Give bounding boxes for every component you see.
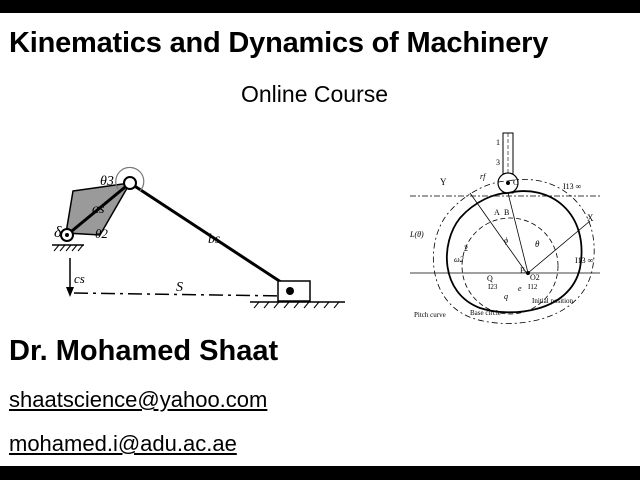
label-delta: δ xyxy=(54,224,62,241)
email-link-2[interactable]: mohamed.i@adu.ac.ae xyxy=(9,431,237,456)
crank-ground-hatch xyxy=(54,245,83,251)
cam-label-pitch-curve: Pitch curve xyxy=(414,311,446,319)
label-theta3: θ3 xyxy=(100,174,114,189)
slide-title: Kinematics and Dynamics of Machinery xyxy=(9,27,549,59)
cam-label-rf: rf xyxy=(480,172,486,181)
label-cs: cs xyxy=(74,271,85,286)
slider-joint xyxy=(286,287,294,295)
cam-label-I12: I12 xyxy=(528,283,538,291)
cam-label-E: E xyxy=(520,266,525,275)
cam-label-Y: Y xyxy=(440,177,447,187)
cam-label-initial-position: Initial position xyxy=(532,297,574,305)
label-as: as xyxy=(92,202,105,217)
email-link-1[interactable]: shaatscience@yahoo.com xyxy=(9,387,268,412)
cam-label-2: 2 xyxy=(464,244,468,253)
cam-y-axis xyxy=(470,193,528,275)
crank-pivot-center xyxy=(65,233,69,237)
label-S: S xyxy=(176,280,183,295)
cam-label-3: 3 xyxy=(496,158,500,167)
letterbox-top xyxy=(0,0,640,13)
linkage-diagram xyxy=(40,163,350,323)
cam-label-q: q xyxy=(504,292,508,301)
label-bs: bs xyxy=(208,232,221,247)
cam-label-I13-2: I13 ∞ xyxy=(575,256,594,265)
letterbox-bottom xyxy=(0,466,640,480)
cam-label-I13: I13 ∞ xyxy=(563,182,582,191)
cam-label-phi: ϕ xyxy=(504,236,509,245)
slider-ground-hatch xyxy=(254,302,339,308)
slide xyxy=(0,13,640,466)
cam-label-e: e xyxy=(518,284,522,293)
cam-label-omega2: ω2 xyxy=(454,255,464,264)
cam-label-I23: I23 xyxy=(488,283,498,291)
slide-subtitle: Online Course xyxy=(241,81,389,107)
cam-label-Q: Q xyxy=(487,274,493,283)
cam-label-B: B xyxy=(504,208,510,217)
cam-label-base-circle: Base circle xyxy=(470,309,501,317)
cs-arrowhead xyxy=(66,287,74,297)
cam-label-O2: O2 xyxy=(530,273,540,282)
author-name: Dr. Mohamed Shaat xyxy=(9,335,279,367)
coupler-joint xyxy=(124,177,136,189)
cam-label-X: X xyxy=(587,213,594,223)
cam-label-theta: θ xyxy=(535,239,540,249)
cam-label-C: C xyxy=(513,178,519,187)
label-theta2: θ2 xyxy=(95,226,108,241)
cam-label-L: L(θ) xyxy=(410,230,424,239)
cam-label-1: 1 xyxy=(496,138,500,147)
cam-diagram xyxy=(400,123,610,333)
cam-label-A: A xyxy=(494,208,500,217)
roller-center xyxy=(506,181,510,185)
